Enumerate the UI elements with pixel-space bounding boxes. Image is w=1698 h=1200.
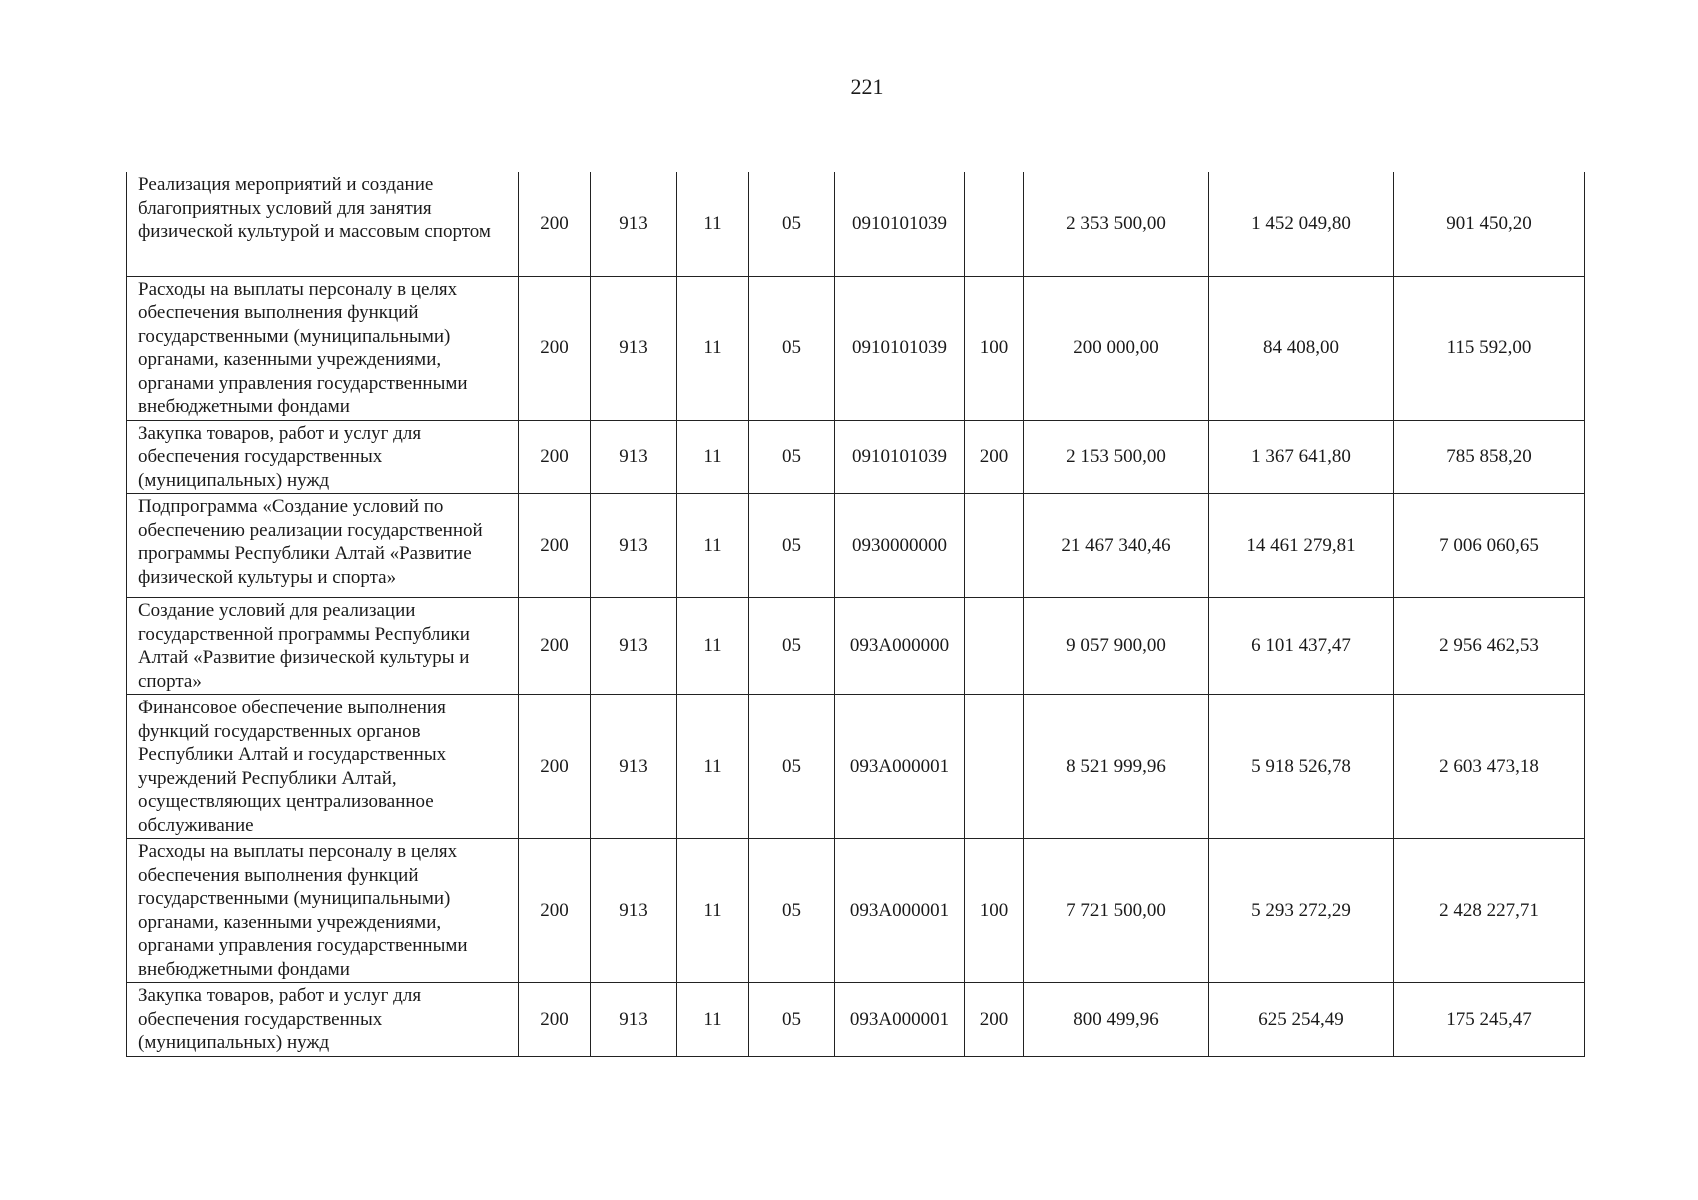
row-description: Подпрограмма «Создание условий по обеспечению реализации государственной программы Республики Алтай «Развитие физической культуры и спорта»	[127, 494, 519, 598]
cell-amount: 1 367 641,80	[1209, 420, 1394, 494]
cell-code: 200	[519, 420, 591, 494]
cell-target-code: 0910101039	[835, 276, 965, 420]
cell-expense-type	[965, 494, 1024, 598]
cell-expense-type	[965, 598, 1024, 695]
budget-table	[126, 172, 1585, 1057]
cell-target-code: 093A000001	[835, 983, 965, 1057]
row-description: Создание условий для реализации государственной программы Республики Алтай «Развитие физической культуры и спорта»	[127, 598, 519, 695]
cell-code: 913	[591, 839, 677, 983]
cell-code: 913	[591, 276, 677, 420]
cell-code: 200	[519, 494, 591, 598]
cell-expense-type: 200	[965, 983, 1024, 1057]
cell-code: 200	[519, 695, 591, 839]
cell-code: 05	[749, 172, 835, 276]
cell-target-code: 093A000000	[835, 598, 965, 695]
cell-code: 200	[519, 276, 591, 420]
table-row	[127, 494, 1585, 598]
table-row	[127, 420, 1585, 494]
cell-code: 05	[749, 494, 835, 598]
row-description: Расходы на выплаты персоналу в целях обеспечения выполнения функций государственными (муниципальными) органами, казенными учреждениями, органами управления государственными внебюджетными фондами	[127, 839, 519, 983]
cell-code: 11	[677, 172, 749, 276]
table-row	[127, 276, 1585, 420]
cell-amount: 1 452 049,80	[1209, 172, 1394, 276]
cell-amount: 2 603 473,18	[1394, 695, 1585, 839]
cell-code: 11	[677, 494, 749, 598]
cell-amount: 2 153 500,00	[1024, 420, 1209, 494]
row-description: Финансовое обеспечение выполнения функций государственных органов Республики Алтай и государственных учреждений Республики Алтай, осуществляющих централизованное обслуживание	[127, 695, 519, 839]
cell-code: 913	[591, 172, 677, 276]
cell-code: 11	[677, 839, 749, 983]
cell-code: 05	[749, 695, 835, 839]
cell-amount: 625 254,49	[1209, 983, 1394, 1057]
cell-amount: 800 499,96	[1024, 983, 1209, 1057]
cell-code: 913	[591, 420, 677, 494]
cell-amount: 14 461 279,81	[1209, 494, 1394, 598]
cell-target-code: 0910101039	[835, 420, 965, 494]
cell-amount: 785 858,20	[1394, 420, 1585, 494]
table-row	[127, 598, 1585, 695]
table-row	[127, 839, 1585, 983]
cell-target-code: 0910101039	[835, 172, 965, 276]
cell-expense-type	[965, 172, 1024, 276]
cell-code: 05	[749, 983, 835, 1057]
cell-code: 200	[519, 839, 591, 983]
cell-amount: 7 721 500,00	[1024, 839, 1209, 983]
cell-code: 11	[677, 983, 749, 1057]
cell-amount: 21 467 340,46	[1024, 494, 1209, 598]
cell-amount: 901 450,20	[1394, 172, 1585, 276]
cell-amount: 115 592,00	[1394, 276, 1585, 420]
cell-code: 913	[591, 598, 677, 695]
cell-amount: 5 293 272,29	[1209, 839, 1394, 983]
cell-code: 913	[591, 494, 677, 598]
cell-code: 05	[749, 598, 835, 695]
cell-amount: 9 057 900,00	[1024, 598, 1209, 695]
cell-amount: 8 521 999,96	[1024, 695, 1209, 839]
cell-target-code: 093A000001	[835, 695, 965, 839]
cell-code: 913	[591, 695, 677, 839]
cell-amount: 2 428 227,71	[1394, 839, 1585, 983]
cell-code: 200	[519, 172, 591, 276]
row-description: Закупка товаров, работ и услуг для обеспечения государственных (муниципальных) нужд	[127, 983, 519, 1057]
cell-code: 913	[591, 983, 677, 1057]
cell-expense-type: 200	[965, 420, 1024, 494]
cell-code: 11	[677, 276, 749, 420]
cell-amount: 200 000,00	[1024, 276, 1209, 420]
row-description: Расходы на выплаты персоналу в целях обеспечения выполнения функций государственными (муниципальными) органами, казенными учреждениями, органами управления государственными внебюджетными фондами	[127, 276, 519, 420]
cell-target-code: 0930000000	[835, 494, 965, 598]
cell-expense-type	[965, 695, 1024, 839]
cell-code: 200	[519, 983, 591, 1057]
cell-expense-type: 100	[965, 839, 1024, 983]
cell-code: 11	[677, 695, 749, 839]
table-row	[127, 983, 1585, 1057]
cell-amount: 175 245,47	[1394, 983, 1585, 1057]
cell-code: 05	[749, 420, 835, 494]
cell-amount: 84 408,00	[1209, 276, 1394, 420]
cell-code: 11	[677, 420, 749, 494]
cell-code: 05	[749, 839, 835, 983]
cell-amount: 2 353 500,00	[1024, 172, 1209, 276]
row-description: Закупка товаров, работ и услуг для обеспечения государственных (муниципальных) нужд	[127, 420, 519, 494]
cell-amount: 7 006 060,65	[1394, 494, 1585, 598]
page-number: 221	[850, 74, 884, 99]
cell-amount: 2 956 462,53	[1394, 598, 1585, 695]
cell-amount: 6 101 437,47	[1209, 598, 1394, 695]
cell-code: 05	[749, 276, 835, 420]
cell-code: 200	[519, 598, 591, 695]
cell-code: 11	[677, 598, 749, 695]
cell-target-code: 093A000001	[835, 839, 965, 983]
table-row	[127, 695, 1585, 839]
table-row	[127, 172, 1585, 276]
cell-amount: 5 918 526,78	[1209, 695, 1394, 839]
cell-expense-type: 100	[965, 276, 1024, 420]
row-description: Реализация мероприятий и создание благоприятных условий для занятия физической культурой и массовым спортом	[127, 172, 519, 276]
